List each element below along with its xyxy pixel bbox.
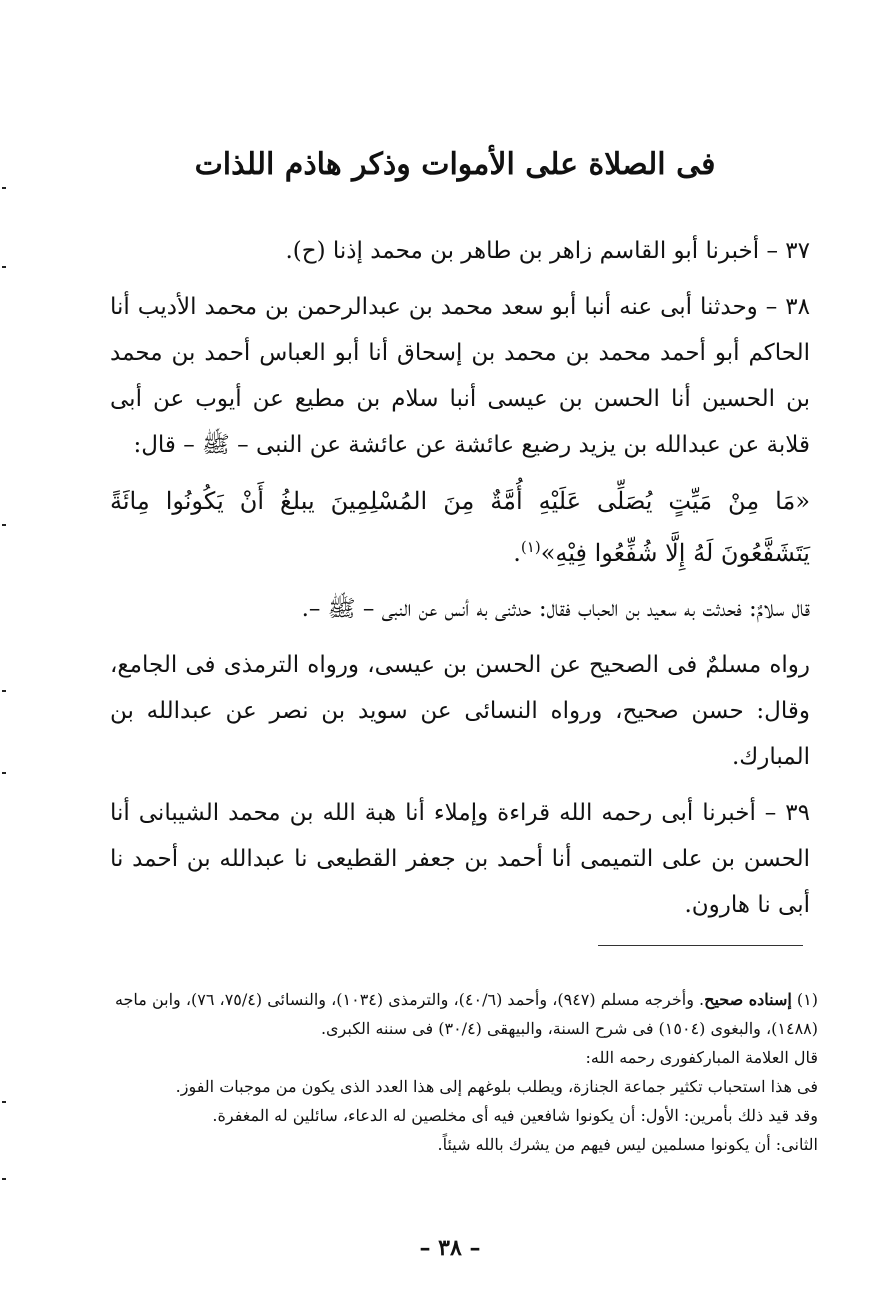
riwaya-paragraph: رواه مسلمٌ فى الصحيح عن الحسن بن عيسى، ورواه الترمذى فى الجامع، وقال: حسن صحيح، ورواه النسائى عن سويد بن نصر عن عبدالله بن المبارك.: [110, 652, 810, 770]
footnotes: [110, 985, 818, 1159]
footnote-divider: [598, 945, 803, 946]
scan-edge-mark: [2, 1178, 6, 1180]
paragraph-39: ٣٩ – أخبرنا أبى رحمه الله قراءة وإملاء أنا هبة الله بن محمد الشيبانى أنا الحسن بن على التميمى أنا أحمد بن جعفر القطيعى نا عبدالله بن أحمد نا أبى نا هارون.: [110, 800, 810, 918]
footnote-marker: (١): [520, 538, 541, 556]
footnote-line-commentary: فى هذا استحباب تكثير جماعة الجنازة، ويطلب بلوغهم إلى هذا العدد الذى يكون من موجبات الفوز.: [175, 1077, 818, 1096]
main-text: [110, 228, 810, 928]
scan-edge-mark: [2, 690, 6, 692]
scan-edge-mark: [2, 266, 6, 268]
footnote-references: . وأخرجه مسلم (٩٤٧)، وأحمد (٤٠/٦)، والترمذى (١٠٣٤)، والنسائى (٧٥/٤، ٧٦)، وابن ماجه (١٤٨٨)، والبغوى (١٥٠٤) فى شرح السنة، والبيهقى (٣٠/٤) فى سننه الكبرى.: [114, 990, 818, 1038]
scan-edge-mark: [2, 187, 6, 189]
footnote-line-second: الثانى: أن يكونوا مسلمين ليس فيهم من يشرك بالله شيئاً.: [437, 1135, 818, 1154]
page-number: – ٣٨ –: [419, 1235, 481, 1261]
footnote-bold-phrase: إسناده صحيح: [704, 990, 792, 1009]
paragraph-37: ٣٧ – أخبرنا أبو القاسم زاهر بن طاهر بن محمد إذنا (ح).: [285, 238, 810, 264]
footnote-1: [110, 985, 818, 1043]
footnote-line-scholar: قال العلامة المباركفورى رحمه الله:: [585, 1048, 818, 1067]
scan-edge-mark: [2, 772, 6, 774]
hadith-text: «مَا مِنْ مَيِّتٍ يُصَلِّى عَلَيْهِ أُمَّةٌ مِنَ المُسْلِمِينَ يبلغُ أَنْ يَكُونُوا مِائَةً يَتَشَفَّعُونَ لَهُ إِلَّا شُفِّعُوا فِيْهِ»: [110, 487, 810, 567]
footnote-number: (١): [796, 990, 818, 1009]
paragraph-38: ٣٨ – وحدثنا أبى عنه أنبا أبو سعد محمد بن عبدالرحمن بن محمد الأديب أنا الحاكم أبو أحمد محمد بن محمد بن إسحاق أنا أبو العباس أحمد بن محمد بن الحسين أنا الحسن بن عيسى أنبا سلام بن مطيع عن أيوب عن أبى قلابة عن عبدالله بن يزيد رضيع عائشة عن عائشة عن النبى – ﷺ – قال:: [110, 294, 810, 458]
scan-edge-mark: [2, 1101, 6, 1103]
scan-edge-mark: [2, 524, 6, 526]
page-title: فى الصلاة على الأموات وذكر هاذم اللذات: [194, 147, 716, 182]
hadith-quote: «مَا مِنْ مَيِّتٍ يُصَلِّى عَلَيْهِ أُمَّةٌ مِنَ المُسْلِمِينَ يبلغُ أَنْ يَكُونُوا مِائَةً يَتَشَفَّعُونَ لَهُ إِلَّا شُفِّعُوا فِيْهِ»$^{(١)}$.: [110, 487, 810, 567]
salam-paragraph: قال سلامٌ: فحدثت به سعيد بن الحباب فقال: حدثنى به أنس عن النبى – ﷺ –.: [301, 596, 810, 622]
footnote-line-conditions: وقد قيد ذلك بأمرين: الأول: أن يكونوا شافعين فيه أى مخلصين له الدعاء، سائلين له المغفرة.: [212, 1106, 818, 1125]
